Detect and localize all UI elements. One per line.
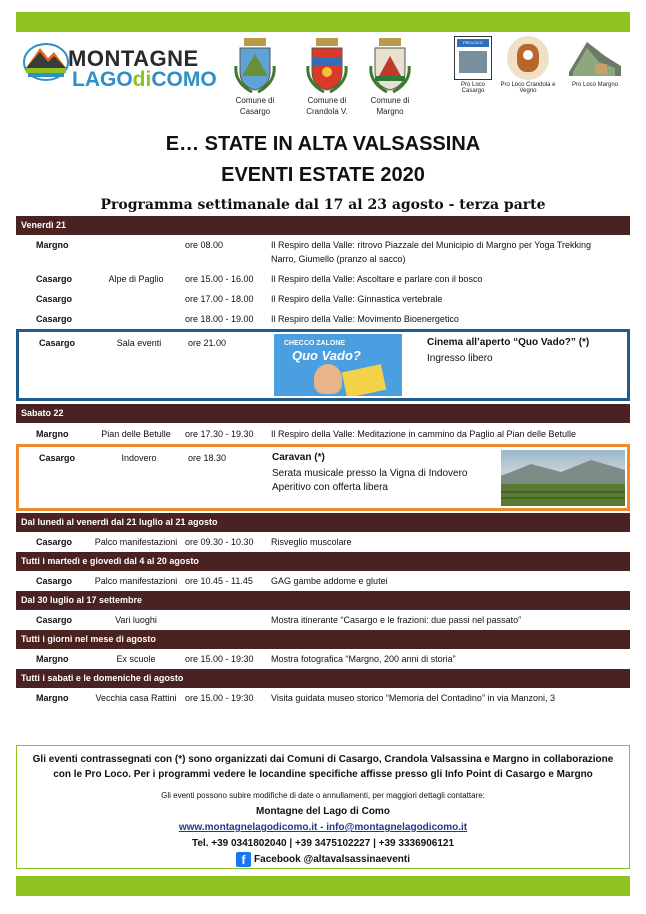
event-title: Cinema all’aperto “Quo Vado?” (*) <box>427 337 590 348</box>
montagne-lago-di-como-logo <box>22 34 217 91</box>
crest-margno <box>360 36 420 116</box>
section-header: Tutti i sabati e le domeniche di agosto <box>16 669 630 688</box>
section-header: Venerdì 21 <box>16 216 630 235</box>
footer-note: Gli eventi contrassegnati con (*) sono organizzati dai Comuni di Casargo, Crandola Valsassina e Margno in collaborazione con le Pro Loco. Per i programmi vedere le locandine specifiche affisse presso gli Info Point di Casargo e Margno <box>32 754 614 780</box>
proloco-crandola-squirrel-icon <box>507 36 549 80</box>
event-description-line1: Il Respiro della Valle: ritrovo Piazzale del Municipio di Margno per Yoga Trekking <box>271 240 592 250</box>
event-town: Casargo <box>39 453 76 463</box>
event-note: Serata musicale presso la Vigna di Indovero <box>272 468 468 479</box>
event-time: ore 21.00 <box>188 338 227 348</box>
event-town: Casargo <box>36 576 73 586</box>
footer-changes: Gli eventi possono subire modifiche di date o annullamenti, per maggiori dettagli contattare: <box>161 791 485 800</box>
proloco-margno <box>562 36 628 88</box>
event-place: Vecchia casa Rattini <box>95 693 177 703</box>
event-description-line2: Narro, Giumello (pranzo al sacco) <box>271 254 406 264</box>
event-description: Il Respiro della Valle: Ginnastica vertebrale <box>271 294 443 304</box>
crest-label-line2: Margno <box>376 107 404 116</box>
bottom-green-bar <box>16 876 630 896</box>
event-town: Margno <box>36 693 69 703</box>
logo-di: di <box>132 68 152 91</box>
event-row <box>16 533 630 551</box>
event-time: ore 18.30 <box>188 453 227 463</box>
margno-coat-of-arms-icon <box>367 36 413 94</box>
event-row <box>16 236 630 266</box>
event-description: Mostra itinerante “Casargo e le frazioni: due passi nel passato” <box>271 615 522 625</box>
crest-label-line1: Comune di <box>370 96 410 105</box>
crest-label-line2: Casargo <box>239 107 271 116</box>
event-place: Pian delle Betulle <box>101 429 171 439</box>
event-town: Casargo <box>36 294 73 304</box>
event-place: Palco manifestazioni <box>94 537 178 547</box>
proloco-badge-text: PROLOCO <box>457 39 489 47</box>
footer-website-link[interactable]: www.montagnelagodicomo.it - info@montagnelagodicomo.it <box>178 822 468 833</box>
event-row <box>16 572 630 590</box>
event-note: Aperitivo con offerta libera <box>272 482 388 493</box>
event-note: Ingresso libero <box>427 353 493 364</box>
section-header: Tutti i martedì e giovedì dal 4 al 20 agosto <box>16 552 630 571</box>
crest-label-line1: Comune di <box>235 96 275 105</box>
event-description <box>271 238 631 266</box>
event-time: ore 10.45 - 11.45 <box>185 576 253 586</box>
logo-subtitle <box>72 68 217 92</box>
crest-crandola <box>297 36 357 116</box>
event-description: Il Respiro della Valle: Meditazione in cammino da Paglio al Pian delle Betulle <box>271 429 577 439</box>
event-town: Casargo <box>36 537 73 547</box>
proloco-crandola <box>494 36 562 94</box>
proloco-casargo-badge-icon <box>454 36 492 80</box>
casargo-coat-of-arms-icon <box>232 36 278 94</box>
event-row <box>16 270 630 288</box>
crest-label-line2: Crandola V. <box>306 107 348 116</box>
event-place: Palco manifestazioni <box>94 576 178 586</box>
proloco-margno-mountain-icon <box>565 36 625 80</box>
event-town: Casargo <box>36 615 73 625</box>
logo-como: COMO <box>151 68 217 91</box>
section-header: Tutti i giorni nel mese di agosto <box>16 630 630 649</box>
event-title: Caravan (*) <box>272 452 325 463</box>
proloco-casargo <box>450 36 496 94</box>
event-time: ore 15.00 - 16.00 <box>185 274 254 284</box>
mountain-logo-icon <box>22 38 70 82</box>
proloco-label: Pro Loco Casargo <box>460 82 485 94</box>
logo-lago: LAGO <box>72 68 133 91</box>
event-time: ore 17.00 - 18.00 <box>185 294 254 304</box>
event-time: ore 17.30 - 19.30 <box>185 429 254 439</box>
facebook-handle[interactable]: Facebook @altavalsassinaeventi <box>254 854 410 866</box>
event-description: GAG gambe addome e glutei <box>271 576 388 586</box>
event-row <box>16 425 630 443</box>
event-town: Margno <box>36 240 69 250</box>
event-description: Il Respiro della Valle: Ascoltare e parlare con il bosco <box>271 274 483 284</box>
event-description: Il Respiro della Valle: Movimento Bioenergetico <box>271 314 459 324</box>
quo-vado-poster <box>274 334 402 396</box>
crest-casargo <box>225 36 285 116</box>
program-subtitle: Programma settimanale dal 17 al 23 agosto - terza parte <box>100 197 546 213</box>
event-town: Margno <box>36 654 69 664</box>
facebook-icon: f <box>236 852 251 867</box>
crest-label-line1: Comune di <box>307 96 347 105</box>
footer-phones: Tel. +39 0341802040 | +39 3475102227 | +39 3336906121 <box>191 838 455 849</box>
event-town: Casargo <box>36 274 73 284</box>
proloco-label: Pro Loco Margno <box>571 82 619 88</box>
event-row <box>16 650 630 668</box>
logo-title: MONTAGNE <box>68 46 199 71</box>
footer-info <box>16 745 630 869</box>
section-header: Dal lunedì al venerdì dal 21 luglio al 21 agosto <box>16 513 630 532</box>
event-place: Alpe di Paglio <box>108 274 164 284</box>
event-town: Casargo <box>36 314 73 324</box>
poster-actor-name: CHECCO ZALONE <box>284 340 346 347</box>
top-green-bar <box>16 12 630 32</box>
page-title: E… STATE IN ALTA VALSASSINA <box>165 133 481 155</box>
event-time: ore 09.30 - 10.30 <box>185 537 254 547</box>
event-place: Indovero <box>121 453 157 463</box>
event-description: Visita guidata museo storico “Memoria del Contadino” in via Manzoni, 3 <box>271 693 555 703</box>
highlight-event-caravan <box>16 444 630 511</box>
event-description: Risveglio muscolare <box>271 537 352 547</box>
event-time: ore 15.00 - 19:30 <box>185 654 254 664</box>
section-header: Sabato 22 <box>16 404 630 423</box>
poster-figure-icon <box>314 364 342 394</box>
poster-decoration-icon <box>342 364 387 396</box>
event-time: ore 15.00 - 19:30 <box>185 693 254 703</box>
footer-facebook[interactable] <box>17 852 629 867</box>
poster-title: Quo Vado? <box>292 348 361 363</box>
event-row <box>16 290 630 308</box>
event-time: ore 08.00 <box>185 240 224 250</box>
event-town: Casargo <box>39 338 76 348</box>
section-header: Dal 30 luglio al 17 settembre <box>16 591 630 610</box>
event-place: Vari luoghi <box>115 615 157 625</box>
event-row <box>16 310 630 328</box>
event-town: Margno <box>36 429 69 439</box>
proloco-label: Pro Loco Crandola e Vegno <box>500 82 556 94</box>
event-place: Sala eventi <box>116 338 162 348</box>
crandola-coat-of-arms-icon <box>304 36 350 94</box>
event-description: Mostra fotografica “Margno, 200 anni di storia” <box>271 654 456 664</box>
footer-organization: Montagne del Lago di Como <box>256 806 390 817</box>
vineyard-landscape-icon <box>501 450 625 506</box>
page-title-year: EVENTI ESTATE 2020 <box>221 164 425 186</box>
event-row <box>16 611 630 629</box>
highlight-event-cinema <box>16 329 630 401</box>
event-row <box>16 689 630 707</box>
vineyard-photo <box>501 450 625 506</box>
event-place: Ex scuole <box>116 654 156 664</box>
event-time: ore 18.00 - 19.00 <box>185 314 254 324</box>
